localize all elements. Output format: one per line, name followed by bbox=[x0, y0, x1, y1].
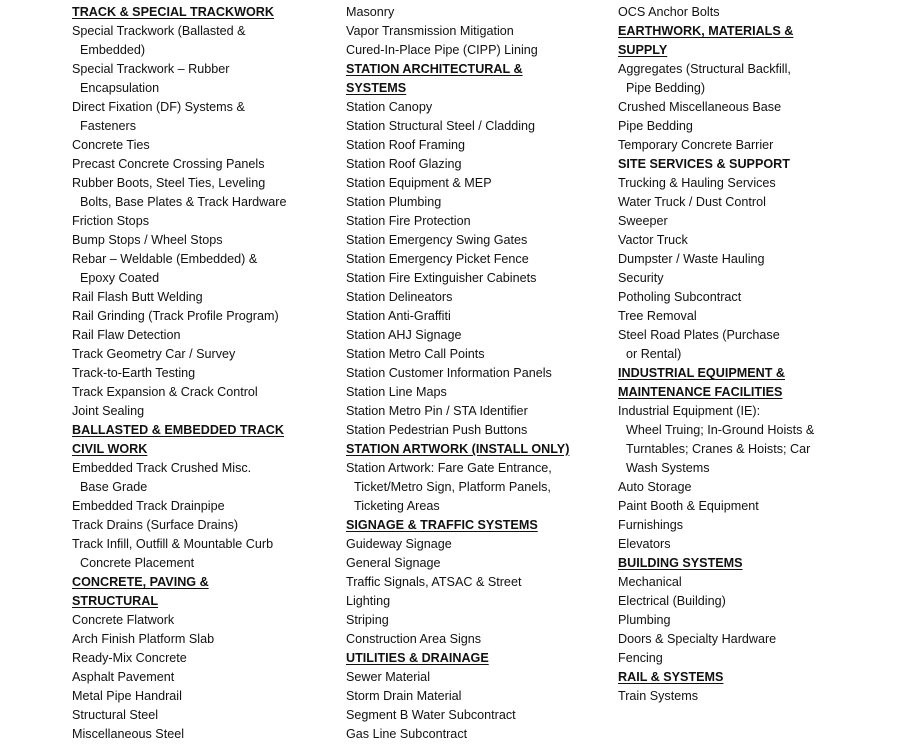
list-item: Station Metro Call Points bbox=[346, 347, 485, 361]
list-item: Station Line Maps bbox=[346, 385, 447, 399]
list-item: Track Geometry Car / Survey bbox=[72, 347, 236, 361]
list-item: Vactor Truck bbox=[618, 233, 688, 247]
list-item: Potholing Subcontract bbox=[618, 290, 742, 304]
section-heading: MAINTENANCE FACILITIES bbox=[618, 385, 783, 399]
section-heading: SIGNAGE & TRAFFIC SYSTEMS bbox=[346, 518, 538, 532]
list-item: Fencing bbox=[618, 651, 663, 665]
section-heading: SITE SERVICES & SUPPORT bbox=[618, 157, 790, 171]
list-item: Epoxy Coated bbox=[80, 271, 160, 285]
list-item: Rail Flaw Detection bbox=[72, 328, 181, 342]
list-item: Crushed Miscellaneous Base bbox=[618, 100, 782, 114]
list-item: Station Artwork: Fare Gate Entrance, bbox=[346, 461, 552, 475]
list-item: Vapor Transmission Mitigation bbox=[346, 24, 514, 38]
list-item: Water Truck / Dust Control bbox=[618, 195, 766, 209]
list-item: Track Drains (Surface Drains) bbox=[72, 518, 239, 532]
list-item: Fasteners bbox=[80, 119, 136, 133]
list-item: Station Roof Glazing bbox=[346, 157, 462, 171]
list-item: Guideway Signage bbox=[346, 537, 452, 551]
list-item: Rail Grinding (Track Profile Program) bbox=[72, 309, 279, 323]
list-item: Masonry bbox=[346, 5, 395, 19]
list-item: Industrial Equipment (IE): bbox=[618, 404, 761, 418]
section-heading: TRACK & SPECIAL TRACKWORK bbox=[72, 5, 274, 19]
list-item: Concrete Placement bbox=[80, 556, 195, 570]
list-item: Construction Area Signs bbox=[346, 632, 482, 646]
section-heading: STATION ARCHITECTURAL & bbox=[346, 62, 523, 76]
list-item: Station Structural Steel / Cladding bbox=[346, 119, 536, 133]
list-item: Station Metro Pin / STA Identifier bbox=[346, 404, 528, 418]
list-item: Track-to-Earth Testing bbox=[72, 366, 196, 380]
list-item: Station Roof Framing bbox=[346, 138, 465, 152]
list-item: Wheel Truing; In-Ground Hoists & bbox=[626, 423, 815, 437]
list-item: Miscellaneous Steel bbox=[72, 727, 185, 741]
list-item: Rubber Boots, Steel Ties, Leveling bbox=[72, 176, 266, 190]
list-item: Metal Pipe Handrail bbox=[72, 689, 182, 703]
section-heading: STRUCTURAL bbox=[72, 594, 159, 608]
list-item: Steel Road Plates (Purchase bbox=[618, 328, 780, 342]
column-3 bbox=[618, 3, 833, 706]
list-item: Concrete Flatwork bbox=[72, 613, 175, 627]
section-heading: BALLASTED & EMBEDDED TRACK bbox=[72, 423, 284, 437]
list-item: Traffic Signals, ATSAC & Street bbox=[346, 575, 522, 589]
list-item: Rail Flash Butt Welding bbox=[72, 290, 203, 304]
list-item: Elevators bbox=[618, 537, 671, 551]
list-item: Precast Concrete Crossing Panels bbox=[72, 157, 265, 171]
section-heading: CONCRETE, PAVING & bbox=[72, 575, 209, 589]
list-item: Embedded) bbox=[80, 43, 146, 57]
list-item: Paint Booth & Equipment bbox=[618, 499, 759, 513]
section-heading: RAIL & SYSTEMS bbox=[618, 670, 724, 684]
list-item: Dumpster / Waste Hauling bbox=[618, 252, 765, 266]
list-item: Lighting bbox=[346, 594, 391, 608]
list-item: Encapsulation bbox=[80, 81, 160, 95]
list-item: Ready-Mix Concrete bbox=[72, 651, 187, 665]
section-heading: SYSTEMS bbox=[346, 81, 407, 95]
list-item: OCS Anchor Bolts bbox=[618, 5, 720, 19]
list-item: Plumbing bbox=[618, 613, 671, 627]
section-heading: UTILITIES & DRAINAGE bbox=[346, 651, 489, 665]
list-item: Sewer Material bbox=[346, 670, 430, 684]
list-item: Gas Line Subcontract bbox=[346, 727, 468, 741]
list-item: Station Delineators bbox=[346, 290, 453, 304]
list-item: Bolts, Base Plates & Track Hardware bbox=[80, 195, 287, 209]
list-item: Wash Systems bbox=[626, 461, 710, 475]
list-item: Station Fire Extinguisher Cabinets bbox=[346, 271, 537, 285]
list-item: or Rental) bbox=[626, 347, 682, 361]
list-item: Pipe Bedding bbox=[618, 119, 693, 133]
list-item: Joint Sealing bbox=[72, 404, 145, 418]
list-item: Station AHJ Signage bbox=[346, 328, 462, 342]
list-item: Base Grade bbox=[80, 480, 148, 494]
list-item: Station Pedestrian Push Buttons bbox=[346, 423, 528, 437]
list-item: Segment B Water Subcontract bbox=[346, 708, 516, 722]
list-item: Concrete Ties bbox=[72, 138, 150, 152]
list-item: Special Trackwork – Rubber bbox=[72, 62, 230, 76]
list-item: Security bbox=[618, 271, 664, 285]
list-item: Ticketing Areas bbox=[354, 499, 440, 513]
list-item: Embedded Track Crushed Misc. bbox=[72, 461, 252, 475]
section-heading: INDUSTRIAL EQUIPMENT & bbox=[618, 366, 785, 380]
list-item: Ticket/Metro Sign, Platform Panels, bbox=[354, 480, 551, 494]
list-item: Temporary Concrete Barrier bbox=[618, 138, 774, 152]
list-item: General Signage bbox=[346, 556, 441, 570]
list-item: Mechanical bbox=[618, 575, 682, 589]
list-item: Aggregates (Structural Backfill, bbox=[618, 62, 791, 76]
list-item: Arch Finish Platform Slab bbox=[72, 632, 215, 646]
list-item: Embedded Track Drainpipe bbox=[72, 499, 225, 513]
section-heading: CIVIL WORK bbox=[72, 442, 148, 456]
list-item: Station Anti-Graffiti bbox=[346, 309, 451, 323]
column-1 bbox=[72, 3, 312, 744]
list-item: Doors & Specialty Hardware bbox=[618, 632, 777, 646]
list-item: Asphalt Pavement bbox=[72, 670, 175, 684]
list-item: Station Emergency Swing Gates bbox=[346, 233, 528, 247]
list-item: Train Systems bbox=[618, 689, 699, 703]
list-item: Auto Storage bbox=[618, 480, 692, 494]
list-item: Direct Fixation (DF) Systems & bbox=[72, 100, 245, 114]
section-heading: EARTHWORK, MATERIALS & bbox=[618, 24, 794, 38]
list-item: Special Trackwork (Ballasted & bbox=[72, 24, 246, 38]
list-item: Cured-In-Place Pipe (CIPP) Lining bbox=[346, 43, 538, 57]
list-item: Storm Drain Material bbox=[346, 689, 462, 703]
list-item: Sweeper bbox=[618, 214, 668, 228]
section-heading: STATION ARTWORK (INSTALL ONLY) bbox=[346, 442, 570, 456]
list-item: Station Plumbing bbox=[346, 195, 442, 209]
list-item: Track Infill, Outfill & Mountable Curb bbox=[72, 537, 274, 551]
list-item: Structural Steel bbox=[72, 708, 159, 722]
section-heading: SUPPLY bbox=[618, 43, 668, 57]
list-item: Pipe Bedding) bbox=[626, 81, 706, 95]
list-item: Tree Removal bbox=[618, 309, 697, 323]
list-item: Track Expansion & Crack Control bbox=[72, 385, 258, 399]
list-item: Striping bbox=[346, 613, 389, 627]
list-item: Station Equipment & MEP bbox=[346, 176, 492, 190]
list-item: Station Canopy bbox=[346, 100, 433, 114]
list-item: Friction Stops bbox=[72, 214, 149, 228]
list-item: Station Fire Protection bbox=[346, 214, 471, 228]
list-item: Turntables; Cranes & Hoists; Car bbox=[626, 442, 811, 456]
list-item: Furnishings bbox=[618, 518, 684, 532]
column-2 bbox=[346, 3, 582, 744]
list-item: Station Emergency Picket Fence bbox=[346, 252, 529, 266]
list-item: Electrical (Building) bbox=[618, 594, 726, 608]
section-heading: BUILDING SYSTEMS bbox=[618, 556, 743, 570]
list-item: Bump Stops / Wheel Stops bbox=[72, 233, 223, 247]
list-item: Trucking & Hauling Services bbox=[618, 176, 776, 190]
list-item: Station Customer Information Panels bbox=[346, 366, 552, 380]
list-item: Rebar – Weldable (Embedded) & bbox=[72, 252, 258, 266]
